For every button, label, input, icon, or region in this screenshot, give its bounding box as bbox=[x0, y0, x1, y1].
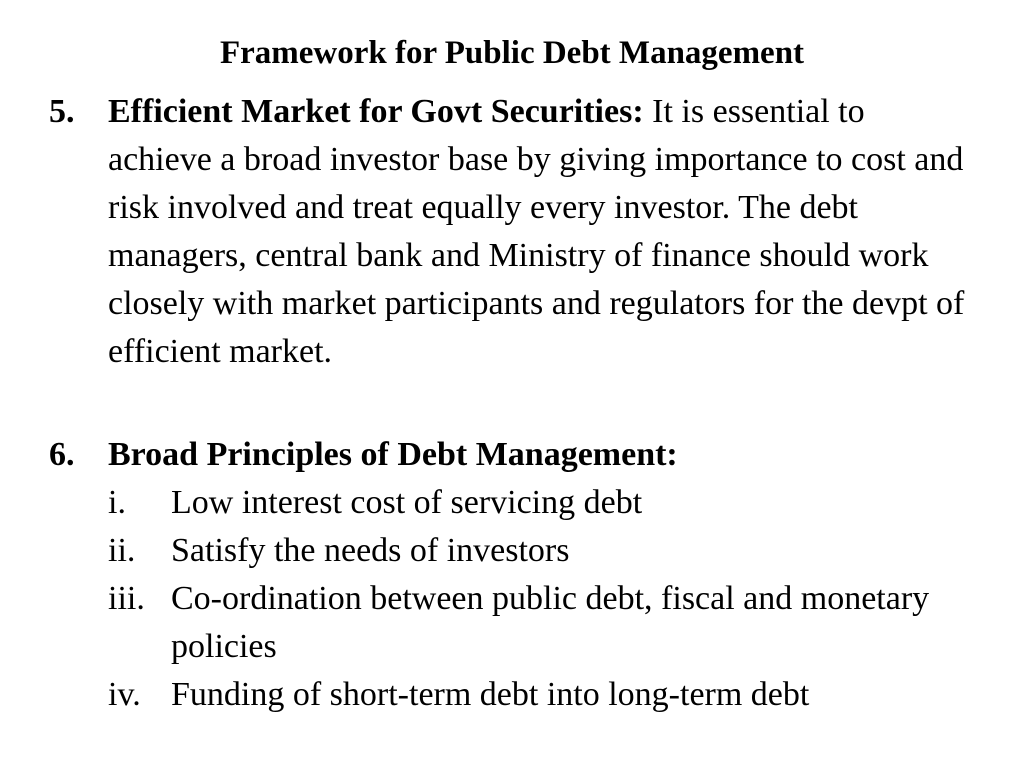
sub-item-number: ii. bbox=[108, 532, 136, 569]
item-number: 5. bbox=[49, 93, 75, 130]
item-heading: Broad Principles of Debt Management: bbox=[108, 436, 678, 473]
sub-item-number: iii. bbox=[108, 580, 145, 617]
item-text bbox=[108, 88, 968, 376]
item-number: 6. bbox=[49, 436, 75, 473]
item-heading: Efficient Market for Govt Securities: bbox=[108, 93, 644, 130]
sub-item-text: Satisfy the needs of investors bbox=[171, 532, 570, 569]
sub-item-text: Funding of short-term debt into long-term debt bbox=[171, 676, 810, 713]
slide-title: Framework for Public Debt Management bbox=[219, 35, 805, 71]
sub-item-text: Co-ordination between public debt, fiscal and monetary policies bbox=[171, 580, 930, 665]
sub-item-text: Low interest cost of servicing debt bbox=[171, 484, 643, 521]
sub-item-number: iv. bbox=[108, 676, 141, 713]
item-body: It is essential to achieve a broad investor base by giving importance to cost and risk involved and treat equally every investor. The debt managers, central bank and Ministry of finance should work closely with market participants and regulators for the devpt of efficient market. bbox=[108, 93, 965, 370]
sub-item-number: i. bbox=[108, 484, 126, 521]
item-text bbox=[108, 431, 968, 479]
